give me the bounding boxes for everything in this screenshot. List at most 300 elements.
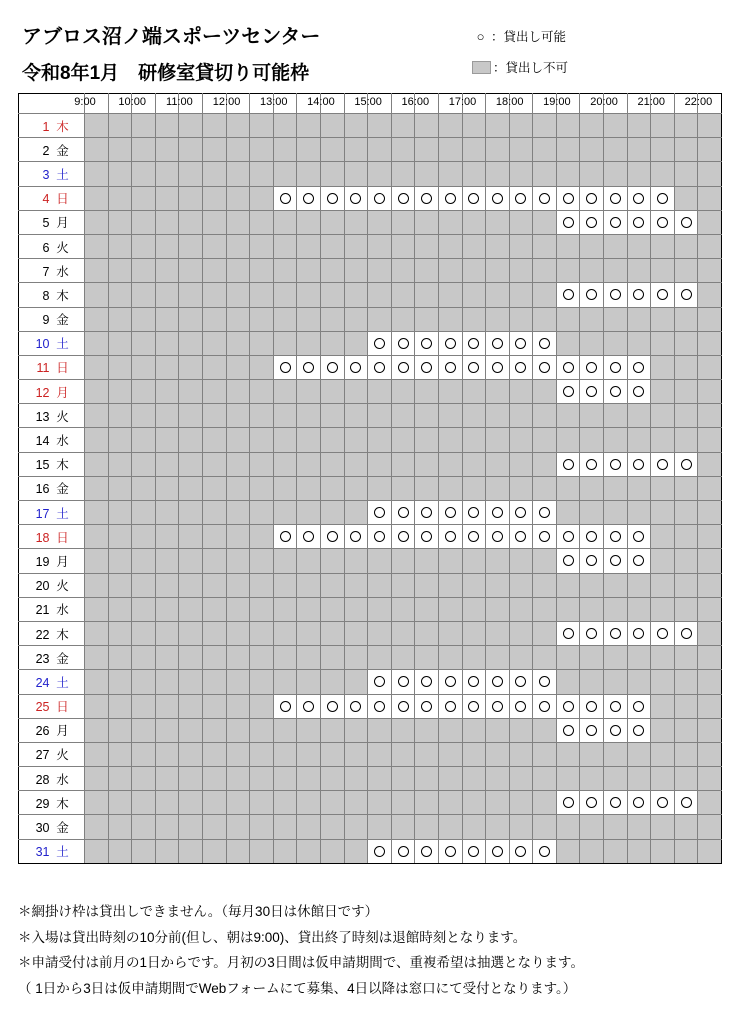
slot-blocked [179,259,203,283]
slot-available[interactable] [556,718,580,742]
slot-available[interactable] [509,501,533,525]
slot-available[interactable] [604,210,628,234]
circle-icon [633,217,644,228]
slot-blocked [438,621,462,645]
slot-blocked [509,404,533,428]
slot-available[interactable] [556,452,580,476]
slot-blocked [486,767,510,791]
slot-blocked [179,138,203,162]
slot-available[interactable] [344,694,368,718]
slot-available[interactable] [368,331,392,355]
slot-blocked [486,476,510,500]
circle-icon [586,217,597,228]
slot-available[interactable] [368,694,392,718]
slot-available[interactable] [580,210,604,234]
slot-available[interactable] [651,186,675,210]
slot-blocked [320,476,344,500]
slot-available[interactable] [627,355,651,379]
slot-available[interactable] [391,501,415,525]
slot-blocked [202,138,226,162]
slot-blocked [155,718,179,742]
day-cell [19,549,85,573]
slot-available[interactable] [462,331,486,355]
slot-available[interactable] [486,670,510,694]
slot-blocked [226,162,250,186]
time-label: 19:00 [543,96,571,108]
day-cell [19,621,85,645]
circle-icon [398,701,409,712]
circle-icon [492,193,503,204]
slot-available[interactable] [320,525,344,549]
table-row [19,404,722,428]
slot-available[interactable] [462,355,486,379]
slot-blocked [132,839,156,863]
slot-blocked [344,210,368,234]
slot-available[interactable] [627,791,651,815]
day-weekday: 土 [56,675,69,690]
slot-available[interactable] [556,210,580,234]
slot-available[interactable] [368,501,392,525]
slot-available[interactable] [627,621,651,645]
slot-blocked [604,646,628,670]
slot-blocked [179,573,203,597]
slot-blocked [674,259,698,283]
circle-icon [421,338,432,349]
day-number: 13 [35,409,50,424]
slot-available[interactable] [438,839,462,863]
slot-blocked [556,404,580,428]
slot-available[interactable] [438,186,462,210]
slot-blocked [273,476,297,500]
slot-available[interactable] [651,210,675,234]
slot-blocked [627,597,651,621]
slot-blocked [226,718,250,742]
day-cell [19,718,85,742]
slot-blocked [509,597,533,621]
slot-available[interactable] [391,525,415,549]
slot-available[interactable] [580,452,604,476]
time-header-cell [212,94,250,114]
slot-available[interactable] [462,694,486,718]
slot-blocked [604,476,628,500]
day-weekday: 水 [56,264,69,279]
slot-available[interactable] [580,718,604,742]
slot-available[interactable] [391,331,415,355]
slot-blocked [486,452,510,476]
slot-available[interactable] [273,525,297,549]
slot-available[interactable] [391,670,415,694]
slot-blocked [155,815,179,839]
slot-available[interactable] [580,694,604,718]
day-weekday: 金 [56,313,69,328]
circle-icon [610,289,621,300]
slot-available[interactable] [486,694,510,718]
slot-available[interactable] [368,355,392,379]
calendar-wrap [18,93,722,864]
slot-blocked [580,501,604,525]
slot-available[interactable] [438,501,462,525]
slot-blocked [391,815,415,839]
slot-blocked [108,767,132,791]
slot-available[interactable] [627,525,651,549]
slot-available[interactable] [674,283,698,307]
slot-available[interactable] [438,355,462,379]
slot-blocked [108,839,132,863]
slot-blocked [202,355,226,379]
slot-blocked [391,259,415,283]
slot-available[interactable] [627,452,651,476]
circle-icon [610,193,621,204]
slot-blocked [438,718,462,742]
slot-available[interactable] [580,380,604,404]
slot-blocked [273,162,297,186]
slot-available[interactable] [438,694,462,718]
slot-available[interactable] [674,791,698,815]
slot-available[interactable] [533,186,557,210]
slot-available[interactable] [674,621,698,645]
slot-blocked [604,767,628,791]
slot-available[interactable] [627,186,651,210]
circle-icon [350,193,361,204]
slot-blocked [391,621,415,645]
slot-available[interactable] [556,694,580,718]
circle-icon [445,531,456,542]
slot-available[interactable] [415,525,439,549]
slot-available[interactable] [627,549,651,573]
day-cell [19,839,85,863]
slot-available[interactable] [415,501,439,525]
slot-available[interactable] [580,186,604,210]
day-number: 23 [35,651,50,666]
circle-icon [421,701,432,712]
slot-blocked [85,694,109,718]
slot-available[interactable] [273,355,297,379]
slot-available[interactable] [438,670,462,694]
slot-blocked [297,742,321,766]
circle-icon [303,531,314,542]
slot-available[interactable] [533,501,557,525]
slot-available[interactable] [297,525,321,549]
slot-available[interactable] [580,355,604,379]
time-label: 20:00 [590,96,618,108]
slot-blocked [226,283,250,307]
slot-blocked [132,452,156,476]
slot-blocked [155,694,179,718]
slot-available[interactable] [533,694,557,718]
slot-available[interactable] [509,331,533,355]
slot-available[interactable] [627,380,651,404]
slot-blocked [344,114,368,138]
slot-available[interactable] [438,331,462,355]
day-cell [19,210,85,234]
slot-blocked [297,815,321,839]
slot-blocked [250,525,274,549]
slot-blocked [108,646,132,670]
note-line: ＊網掛け枠は貸出しできません。（毎月30日は休館日です） [18,904,379,919]
slot-blocked [533,742,557,766]
slot-available[interactable] [533,670,557,694]
slot-available[interactable] [556,380,580,404]
slot-blocked [250,307,274,331]
slot-blocked [651,331,675,355]
slot-blocked [604,138,628,162]
slot-blocked [273,114,297,138]
slot-available[interactable] [604,621,628,645]
slot-blocked [226,742,250,766]
circle-icon [445,338,456,349]
slot-blocked [674,815,698,839]
circle-icon [633,628,644,639]
slot-available[interactable] [273,186,297,210]
slot-available[interactable] [604,355,628,379]
slot-available[interactable] [391,355,415,379]
slot-available[interactable] [556,186,580,210]
slot-available[interactable] [368,525,392,549]
slot-available[interactable] [509,186,533,210]
slot-blocked [698,428,722,452]
slot-available[interactable] [604,380,628,404]
slot-blocked [202,742,226,766]
slot-blocked [415,307,439,331]
slot-blocked [250,742,274,766]
slot-available[interactable] [604,186,628,210]
slot-blocked [486,646,510,670]
slot-available[interactable] [462,186,486,210]
slot-blocked [674,718,698,742]
slot-blocked [486,210,510,234]
slot-available[interactable] [368,670,392,694]
slot-blocked [155,525,179,549]
slot-available[interactable] [674,210,698,234]
slot-blocked [108,283,132,307]
slot-available[interactable] [556,525,580,549]
slot-available[interactable] [556,283,580,307]
slot-blocked [344,259,368,283]
time-header-cell [354,94,392,114]
circle-icon [633,386,644,397]
slot-available[interactable] [415,694,439,718]
slot-blocked [368,210,392,234]
slot-available[interactable] [344,525,368,549]
day-number: 3 [42,167,50,182]
slot-available[interactable] [273,694,297,718]
slot-available[interactable] [533,525,557,549]
slot-available[interactable] [556,355,580,379]
slot-available[interactable] [368,839,392,863]
slot-blocked [556,307,580,331]
slot-available[interactable] [320,694,344,718]
circle-icon [515,193,526,204]
slot-available[interactable] [580,525,604,549]
circle-icon [610,217,621,228]
slot-blocked [698,767,722,791]
table-head [19,94,722,114]
slot-available[interactable] [509,670,533,694]
slot-blocked [202,549,226,573]
slot-available[interactable] [297,186,321,210]
slot-blocked [250,501,274,525]
slot-available[interactable] [651,452,675,476]
slot-available[interactable] [486,186,510,210]
slot-available[interactable] [627,283,651,307]
slot-available[interactable] [344,355,368,379]
slot-available[interactable] [651,283,675,307]
slot-blocked [556,742,580,766]
slot-blocked [155,234,179,258]
slot-blocked [155,452,179,476]
slot-available[interactable] [462,501,486,525]
day-cell [19,694,85,718]
slot-available[interactable] [604,694,628,718]
slot-available[interactable] [415,670,439,694]
slot-available[interactable] [486,525,510,549]
slot-available[interactable] [604,718,628,742]
slot-blocked [250,670,274,694]
slot-blocked [179,742,203,766]
circle-icon [633,362,644,373]
slot-blocked [651,767,675,791]
slot-available[interactable] [651,791,675,815]
slot-available[interactable] [486,355,510,379]
slot-available[interactable] [297,694,321,718]
slot-available[interactable] [580,283,604,307]
slot-available[interactable] [604,452,628,476]
slot-available[interactable] [509,694,533,718]
slot-blocked [391,597,415,621]
slot-available[interactable] [415,331,439,355]
slot-blocked [533,428,557,452]
slot-blocked [438,597,462,621]
slot-available[interactable] [509,525,533,549]
slot-blocked [627,670,651,694]
day-number: 9 [42,313,50,328]
slot-available[interactable] [486,501,510,525]
slot-available[interactable] [462,670,486,694]
slot-blocked [179,501,203,525]
slot-available[interactable] [297,355,321,379]
slot-blocked [368,428,392,452]
slot-blocked [651,718,675,742]
slot-blocked [438,162,462,186]
slot-available[interactable] [556,791,580,815]
slot-blocked [132,210,156,234]
slot-available[interactable] [533,355,557,379]
time-label: 17:00 [448,96,477,108]
circle-icon [563,217,574,228]
slot-available[interactable] [415,186,439,210]
slot-blocked [85,670,109,694]
slot-available[interactable] [604,791,628,815]
slot-blocked [580,114,604,138]
slot-available[interactable] [320,186,344,210]
slot-blocked [674,525,698,549]
slot-available[interactable] [604,549,628,573]
slot-blocked [179,815,203,839]
slot-blocked [226,621,250,645]
slot-blocked [320,404,344,428]
slot-blocked [415,767,439,791]
slot-blocked [226,525,250,549]
slot-available[interactable] [604,525,628,549]
slot-blocked [132,476,156,500]
circle-icon [563,628,574,639]
slot-blocked [179,549,203,573]
slot-blocked [344,549,368,573]
slot-blocked [226,355,250,379]
circle-icon [610,362,621,373]
slot-available[interactable] [368,186,392,210]
slot-available[interactable] [533,839,557,863]
slot-available[interactable] [462,525,486,549]
circle-icon [421,846,432,857]
slot-blocked [297,307,321,331]
circle-icon [657,217,668,228]
slot-available[interactable] [391,186,415,210]
slot-blocked [604,259,628,283]
time-label: 9:00 [74,96,96,108]
slot-available[interactable] [580,621,604,645]
slot-blocked [580,138,604,162]
slot-available[interactable] [533,331,557,355]
slot-available[interactable] [462,839,486,863]
slot-blocked [462,621,486,645]
slot-available[interactable] [344,186,368,210]
slot-available[interactable] [391,694,415,718]
slot-available[interactable] [604,283,628,307]
slot-available[interactable] [580,791,604,815]
slot-available[interactable] [391,839,415,863]
slot-blocked [273,404,297,428]
slot-blocked [438,380,462,404]
slot-available[interactable] [415,839,439,863]
slot-blocked [108,380,132,404]
slot-blocked [250,549,274,573]
slot-available[interactable] [556,549,580,573]
slot-blocked [202,404,226,428]
slot-blocked [604,404,628,428]
slot-available[interactable] [320,355,344,379]
slot-available[interactable] [627,718,651,742]
slot-available[interactable] [674,452,698,476]
table-row [19,283,722,307]
slot-blocked [202,476,226,500]
slot-available[interactable] [415,355,439,379]
slot-blocked [344,718,368,742]
circle-icon [468,701,479,712]
slot-blocked [179,355,203,379]
slot-available[interactable] [651,621,675,645]
slot-available[interactable] [627,210,651,234]
slot-blocked [674,742,698,766]
slot-blocked [674,162,698,186]
circle-icon [563,725,574,736]
circle-icon [563,555,574,566]
slot-available[interactable] [627,694,651,718]
slot-available[interactable] [556,621,580,645]
slot-blocked [155,621,179,645]
slot-blocked [698,815,722,839]
slot-available[interactable] [438,525,462,549]
slot-available[interactable] [486,839,510,863]
slot-available[interactable] [509,355,533,379]
slot-available[interactable] [486,331,510,355]
slot-available[interactable] [509,839,533,863]
slot-blocked [273,307,297,331]
slot-blocked [155,597,179,621]
slot-blocked [533,767,557,791]
slot-available[interactable] [580,549,604,573]
slot-blocked [250,597,274,621]
